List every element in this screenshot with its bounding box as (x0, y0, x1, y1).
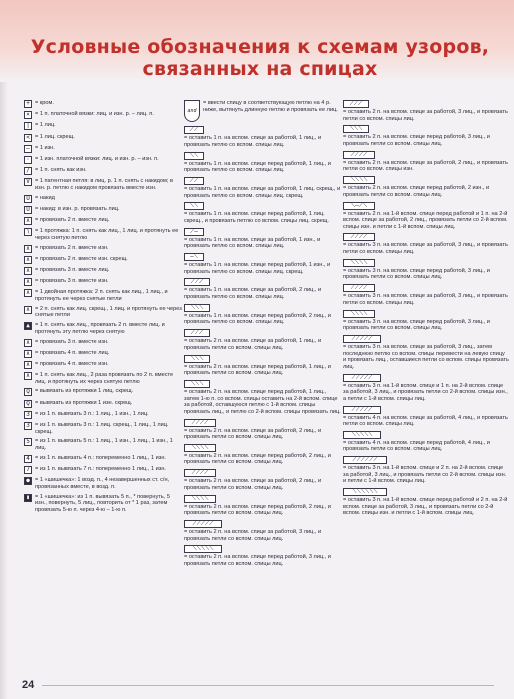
legend-description: = провязать 2 п. вместе изн. (35, 244, 109, 251)
legend-description: = оставить 2 п. на вспом. спице перед работой, 2 лиц., и провязать петли со вспом. спицы лиц. (184, 452, 331, 466)
legend-description: = оставить 2 п. на вспом. спице перед работой, 2 лиц., и провязать петли со вспом. спицы лиц. (184, 503, 331, 517)
legend-description: = 1 «шишечка»: из 1 п. вывязать 5 п., * повернуть, 5 изн., повернуть, 5 лиц., повторить от * 1 раз, затем провязать 5-ю п. через 4-ю – 1-ю п. (35, 493, 170, 513)
legend-entry (24, 167, 182, 175)
legend-entry (184, 202, 342, 224)
stitch-symbol-icon: ⟍⟍⟍⟍⟍ (343, 431, 381, 439)
legend-description: = провязать 4 п. вместе лиц. (35, 349, 110, 356)
legend-description: = 1 изн. платочной вязки: лиц. и изн. р. – изн. п. (35, 155, 159, 162)
legend-description: = из 1 п. вывязать 4 п.: попеременно 1 лиц., 1 изн. (35, 454, 166, 461)
stitch-symbol-icon: × (24, 111, 32, 119)
stitch-symbol-icon: ∧ (24, 372, 32, 380)
legend-entry (24, 466, 182, 474)
legend-description: = оставить 1 п. на вспом. спице перед работой, 2 лиц., и провязать петлю со вспом. спицы лиц. (184, 312, 331, 326)
legend-description: = оставить 3 п. на вспом. спице за работой, 3 лиц., и провязать петли со вспом. спицы лиц. (343, 293, 508, 306)
legend-entry (184, 100, 342, 123)
legend-column-1 (24, 100, 182, 516)
legend-entry (343, 202, 509, 231)
stitch-symbol-icon: ▮ (24, 494, 32, 502)
legend-entry (24, 422, 182, 435)
page-edge-shadow (0, 0, 8, 699)
stitch-symbol-icon: ● (24, 477, 32, 485)
legend-entry (24, 256, 182, 264)
stitch-symbol-icon: ⟋⟋⟋⟋⟋ (343, 374, 381, 382)
legend-description: = кром. (35, 100, 54, 106)
stitch-symbol-icon: ⟍⟍⟍⟍ (184, 495, 216, 503)
stitch-symbol-icon: · (24, 156, 32, 164)
legend-description: = оставить 3 п. на 1-й вспом. спице и 2 п. на 2-й вспом. спице за работой, 3 лиц., и провязать петли со 2-й вспом. спицы изн. и петли с 1-й вспом. спицы лиц. (343, 465, 507, 485)
legend-description: = 1 п. снять как лиц., провязать 2 п. вместе лиц. и протянуть эту петлю через снятую (35, 322, 165, 335)
legend-entry (343, 431, 509, 453)
legend-entry (343, 151, 509, 173)
legend-entry (184, 228, 342, 250)
legend-description: = оставить 2 п. на вспом. спице за работой, 2 лиц., и провязать петли со вспом. спицы лиц. (184, 427, 322, 441)
page-title: Условные обозначения к схемам узоров, связанных на спицах (30, 36, 490, 80)
stitch-symbol-icon: ⟍⟍⟍⟍ (343, 259, 375, 267)
legend-description: = оставить 4 п. на вспом. спице за работой, 4 лиц., и провязать петли со вспом. спицы лиц. (343, 414, 508, 428)
stitch-symbol-icon: ⟋⟋⟋⟋⟋⟋ (343, 456, 387, 464)
legend-entry (343, 374, 509, 403)
legend-description: = оставить 3 п. на вспом. спице перед работой, 3 лиц., и провязать петли со вспом. спицы лиц. (343, 318, 490, 332)
legend-entry (184, 469, 342, 491)
legend-entry (24, 195, 182, 203)
legend-description: = оставить 1 п. на вспом. спице за работой, 1 изн., и провязать петлю со вспом. спицы лиц. (184, 236, 321, 250)
stitch-symbol-icon: U (24, 206, 32, 214)
stitch-symbol-icon: ⟍⟍⟍⟍⟍ (184, 545, 222, 553)
stitch-symbol-icon: 3 (24, 411, 32, 419)
stitch-symbol-icon: ⟍–⟋⟍ (343, 202, 375, 210)
legend-entry (184, 355, 342, 377)
legend-description: = оставить 3 п. на 1-й вспом. спице перед работой и 2 п. на 2-й вспом. спице за работой, 3 лиц., и провязать петли со 2-й вспом. спицы изн. и петли с 1-й вспом. спицы лиц. (343, 497, 508, 517)
stitch-symbol-icon: ∖ (24, 228, 32, 236)
legend-column-2 (184, 100, 342, 571)
legend-description: = оставить 1 п. на вспом. спице за работой, 1 лиц., и провязать петлю со вспом. спицы лиц. (184, 135, 322, 148)
legend-description: = ввести спицу в соответствующую петлю на 4 р. ниже, вытянуть длинную петлю и провязать ее лиц. (203, 100, 338, 113)
stitch-symbol-icon: ⟍⟍⟍ (184, 304, 210, 312)
legend-description: = оставить 2 п. на вспом. спице перед работой, 3 лиц., и провязать петли со вспом. спицы лиц. (184, 554, 331, 567)
legend-description: = из 1 п. вывязать 7 п.: попеременно 1 лиц., 1 изн. (35, 465, 166, 472)
legend-description: = провязать 2 п. вместе изн. скрещ. (35, 255, 128, 262)
stitch-symbol-icon: ⟍⟍⟍ (184, 380, 210, 388)
legend-description: = накид: в изн. р. провязать лиц. (35, 205, 120, 212)
legend-entry (24, 111, 182, 119)
legend-description: = оставить 2 п. на вспом. спице за работой, 1 лиц., и провязать петли со вспом. спицы лиц. (184, 338, 322, 351)
stitch-symbol-icon: ⟍⟍⟍ (343, 125, 369, 133)
stitch-symbol-icon: ∧ (24, 289, 32, 297)
stitch-symbol-icon: ∧ (24, 361, 32, 369)
stitch-symbol-icon: ▲ (24, 322, 32, 330)
legend-description: = оставить 3 п. на вспом. спице за работой, 3 лиц., и провязать петли со вспом. спицы лиц. (343, 242, 508, 256)
legend-description: = оставить 2 п. на вспом. спице перед работой, 2 изн., и провязать петли со вспом. спицы лиц. (343, 185, 490, 198)
legend-entry (24, 438, 182, 451)
legend-description: = оставить 1 п. на вспом. спице перед работой, 1 изн., и провязать петлю со вспом. спицы лиц. скрещ. (184, 262, 331, 275)
stitch-symbol-icon: ⟋⟋⟋⟋⟋ (184, 520, 222, 528)
legend-entry (184, 380, 342, 415)
legend-description: = из 1 п. вывязать 3 п.: 1 лиц., 1 изн., 1 лиц. (35, 410, 149, 417)
stitch-symbol-icon: ∧ (24, 245, 32, 253)
stitch-symbol-icon: ⟋⟋⟋⟋ (343, 284, 375, 292)
legend-entry (184, 545, 342, 567)
legend-entry (24, 217, 182, 225)
stitch-symbol-icon: ∧ (24, 217, 32, 225)
stitch-symbol-icon: ⟋⟋⟋ (184, 278, 210, 286)
legend-description: = 1 лиц. скрещ. (35, 133, 75, 140)
legend-entry (343, 310, 509, 332)
legend-entry (24, 100, 182, 108)
stitch-symbol-icon: Q (24, 400, 32, 408)
legend-entry (24, 289, 182, 302)
legend-entry (343, 335, 509, 370)
legend-entry (24, 267, 182, 275)
legend-description: = провязать 3 п. вместе изн. (35, 338, 109, 345)
legend-entry (184, 152, 342, 174)
legend-entry (184, 304, 342, 326)
legend-description: = из 1 п. вывязать 5 п.: 1 лиц., 1 изн., 1 лиц., 1 изн., 1 лиц. (35, 438, 173, 451)
stitch-symbol-icon: ⟍⟍⟍⟍ (184, 444, 216, 452)
stitch-symbol-icon: 4 (24, 455, 32, 463)
stitch-symbol-icon: ∧ (24, 267, 32, 275)
legend-entry (343, 125, 509, 147)
legend-description: = 1 п. снять как лиц., 2 раза провязать по 2 п. вместе лиц. и протянуть их через снятую петлю (35, 372, 174, 385)
legend-description: = 1 п. платочной вязки: лиц. и изн. р. – лиц. п. (35, 111, 154, 118)
legend-entry (24, 339, 182, 347)
legend-description: = провязать 3 п. вместе изн. (35, 278, 109, 285)
stitch-symbol-icon: – (24, 145, 32, 153)
legend-entry (24, 400, 182, 408)
stitch-symbol-icon: 5 (24, 438, 32, 446)
legend-column-3 (343, 100, 509, 520)
legend-entry (343, 406, 509, 428)
legend-entry (343, 488, 509, 517)
legend-description: = 1 п. снять как изн. (35, 167, 87, 174)
stitch-symbol-icon: + (24, 100, 32, 108)
legend-description: = накид (35, 194, 55, 201)
legend-description: = оставить 2 п. на вспом. спице за работой, 2 лиц., и провязать петли со вспом. спицы изн. (343, 159, 508, 173)
legend-description: = 1 патентная петля: в лиц. р. 1 п. снять с накидом; в изн. р. петлю с накидом провязать вместе изн. (35, 178, 173, 191)
legend-description: = оставить 2 п. на вспом. спице перед работой, 1 лиц., затем 1-ю п. со вспом. спицы оставить на 2-й вспом. спице за работой, оставшуюся петлю с 1-й вспом. спицы провязать лиц., и петлю со 2-й вспом. спицы провязать лиц. (184, 388, 341, 415)
legend-entry (343, 176, 509, 198)
legend-entry (184, 495, 342, 517)
legend-description: = оставить 1 п. на вспом. спице перед работой, 1 лиц., и провязать петлю со вспом. спицы лиц. (184, 160, 331, 174)
legend-entry (24, 350, 182, 358)
legend-entry (184, 520, 342, 542)
legend-description: = оставить 2 п. на вспом. спице за работой, 2 лиц., и провязать петли со вспом. спицы лиц. (184, 478, 322, 491)
legend-entry (24, 477, 182, 490)
legend-description: = оставить 3 п. на вспом. спице за работой, 3 лиц., затем последнюю петлю со вспом. спицы перевести на левую спицу и провязать лиц., оставшиеся петли со вспом. спицы провязать лиц. (343, 343, 509, 370)
legend-description: = 1 протяжка: 1 п. снять как лиц., 1 лиц. и протянуть ее через снятую петлю (35, 228, 179, 241)
legend-description: = оставить 1 п. на вспом. спице за работой, 1 лиц. скрещ., и провязать петлю со вспом. спицы лиц. скрещ. (184, 185, 341, 199)
legend-description: = 1 лиц. (35, 122, 56, 129)
stitch-symbol-icon: ⟋⟋⟋ (184, 329, 210, 337)
legend-entry (184, 253, 342, 275)
legend-description: = 2 п. снять как лиц. скрещ., 1 лиц. и протянуть ее через снятые петли (35, 305, 182, 319)
legend-description: = 1 изн. (35, 144, 55, 151)
legend-description: = оставить 4 п. на вспом. спице перед работой, 4 лиц., и провязать петли со вспом. спицы лиц. (343, 439, 490, 453)
legend-description: = оставить 2 п. на вспом. спице за работой, 3 лиц., и провязать петли со вспом. спицы лиц. (184, 529, 322, 542)
legend-entry (184, 177, 342, 199)
legend-entry (24, 411, 182, 419)
stitch-symbol-icon: –⟍ (184, 253, 204, 261)
stitch-symbol-icon: ∕ (24, 167, 32, 175)
stitch-symbol-icon: ⟋⟋⟋⟋ (184, 469, 216, 477)
legend-description: = оставить 1 п. на вспом. спице за работой, 2 лиц., и провязать петлю со вспом. спицы лиц. (184, 287, 322, 301)
page-number: 24 (22, 679, 35, 691)
legend-description: = провязать 4 п. вместе изн. (35, 360, 109, 367)
stitch-symbol-icon: ⟍⟍⟍⟍⟍⟍ (343, 488, 387, 496)
stitch-symbol-icon: ⟋⟋⟋⟋ (343, 151, 375, 159)
legend-entry (24, 372, 182, 385)
legend-description: = 1 «шишечка»: 1 возд. п., 4 незавершенных ст. с/н, провязанных вместе, в возд. п. (35, 477, 170, 490)
stitch-symbol-icon: | (24, 122, 32, 130)
legend-description: = оставить 1 п. на вспом. спице перед работой, 1 лиц. скрещ., и провязать петлю со вспом. спицы лиц. скрещ. (184, 211, 329, 224)
legend-description: = вывязать из протяжки 1 изн. скрещ. (35, 399, 133, 406)
stitch-symbol-icon: ⟍⟍ (184, 152, 204, 160)
legend-entry (24, 494, 182, 514)
legend-entry (184, 126, 342, 148)
legend-entry (24, 134, 182, 142)
legend-description: = провязать 3 п. вместе лиц. (35, 267, 110, 273)
legend-entry (343, 284, 509, 306)
stitch-symbol-icon: ⟋⟋⟋⟋⟋ (343, 406, 381, 414)
legend-entry (24, 322, 182, 335)
legend-entry (184, 444, 342, 466)
stitch-symbol-icon: ∧ (24, 256, 32, 264)
legend-entry (343, 100, 509, 122)
stitch-symbol-icon: ⟍⟍⟍⟍ (343, 310, 375, 318)
stitch-symbol-icon: ∧ (24, 339, 32, 347)
legend-description: = провязать 2 п. вместе лиц. (35, 217, 110, 224)
stitch-symbol-icon: Q (24, 388, 32, 396)
stitch-symbol-icon: ∧ (24, 306, 32, 314)
stitch-symbol-icon: ∧ (24, 278, 32, 286)
stitch-symbol-icon: ∧ (24, 350, 32, 358)
legend-entry (24, 228, 182, 241)
legend-entry (24, 388, 182, 396)
legend-entry (24, 278, 182, 286)
stitch-symbol-icon: ⟋⟋ (184, 177, 204, 185)
legend-entry (24, 206, 182, 214)
legend-entry (343, 456, 509, 485)
legend-entry (24, 245, 182, 253)
stitch-symbol-icon: 7 (24, 466, 32, 474)
legend-entry (24, 306, 182, 319)
stitch-symbol-icon: and (184, 100, 200, 122)
legend-entry (24, 361, 182, 369)
legend-description: = оставить 2 п. на вспом. спице перед работой, 1 лиц., и провязать петли со вспом. спицы лиц. (184, 363, 331, 377)
legend-description: = оставить 3 п. на вспом. спице перед работой, 3 лиц., и провязать петли со вспом. спицы лиц. (343, 267, 490, 281)
legend-entry (24, 122, 182, 130)
legend-description: = вывязать из протяжки 1 лиц. скрещ. (35, 388, 134, 395)
legend-description: = оставить 2 п. на 1-й вспом. спице перед работой и 1 п. на 2-й вспом. спице за работой, 2 лиц., провязать петли со 2-й вспом. спицы изн. и петли с 1-й вспом. спицы лиц. (343, 210, 508, 230)
stitch-symbol-icon: ⟋⟋⟋⟋ (343, 233, 375, 241)
stitch-symbol-icon: ⟋⟋⟋ (343, 100, 369, 108)
stitch-symbol-icon: V (24, 178, 32, 186)
stitch-symbol-icon: ⟋⟋ (184, 126, 204, 134)
legend-entry (24, 178, 182, 191)
legend-description: = из 1 п. вывязать 3 п.: 1 лиц. скрещ., 1 лиц., 1 лиц. скрещ. (35, 422, 169, 435)
stitch-symbol-icon: ⟋⟋⟋⟋ (184, 419, 216, 427)
legend-description: = оставить 2 п. на вспом. спице перед работой, 3 лиц., и провязать петли со вспом. спицы лиц. (343, 134, 490, 147)
stitch-symbol-icon: ⟍⟍⟍ (184, 355, 210, 363)
footer-rule (42, 685, 494, 686)
stitch-symbol-icon: ⟍⟍⟍⟍ (343, 176, 375, 184)
stitch-symbol-icon: ⟋– (184, 228, 204, 236)
stitch-symbol-icon: 3 (24, 422, 32, 430)
stitch-symbol-icon: < (24, 134, 32, 142)
legend-description: = 1 двойная протяжка: 2 п. снять как лиц., 1 лиц., и протянуть ее через снятые петли (35, 289, 168, 302)
legend-entry (343, 233, 509, 255)
legend-entry (24, 145, 182, 153)
stitch-symbol-icon: ⟋⟋⟋⟋⟋ (343, 335, 381, 343)
legend-entry (24, 156, 182, 164)
legend-entry (184, 329, 342, 351)
stitch-symbol-icon: ⟍⟍ (184, 202, 204, 210)
legend-description: = оставить 3 п. на 1-й вспом. спице и 1 п. на 2-й вспом. спице за работой, 3 лиц., и провязать петли со 2-й вспом. спицы изн., а петли с 1-й вспом. спицы лиц. (343, 382, 508, 402)
legend-entry (184, 278, 342, 300)
legend-entry (24, 455, 182, 463)
stitch-symbol-icon: U (24, 195, 32, 203)
legend-entry (184, 419, 342, 441)
legend-description: = оставить 2 п. на вспом. спице за работой, 3 лиц., и провязать петли со вспом. спицы лиц. (343, 109, 508, 122)
legend-entry (343, 259, 509, 281)
